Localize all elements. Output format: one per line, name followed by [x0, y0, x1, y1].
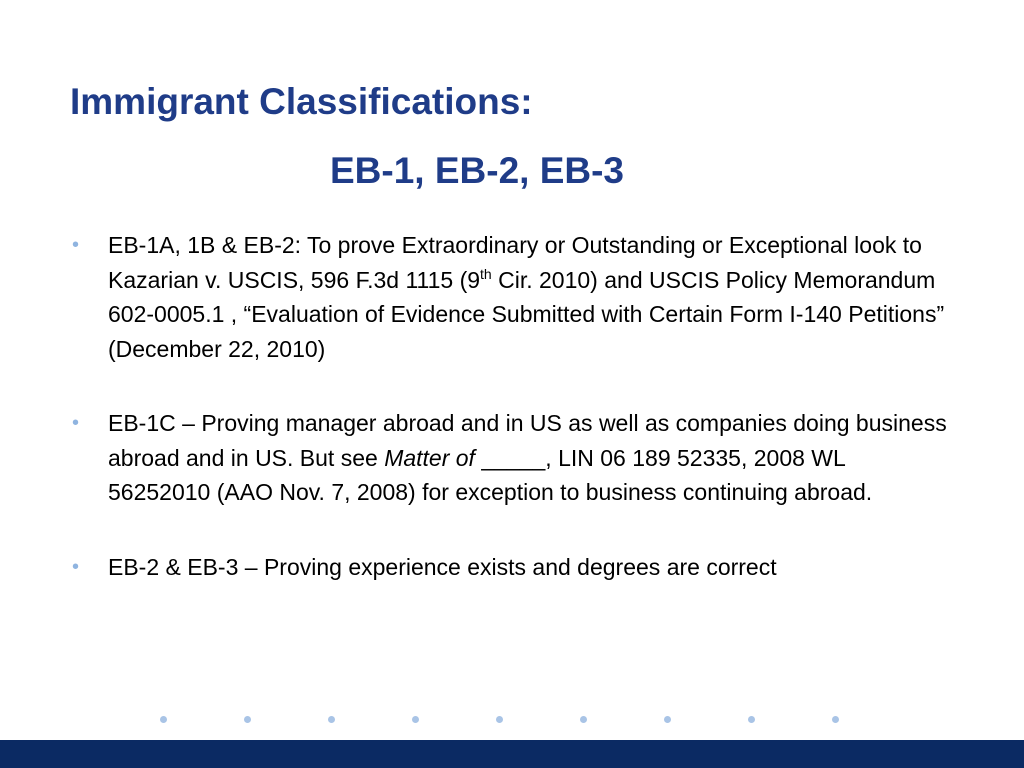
bullet-text: _____, LIN 06 189 52335, 2008 WL 56252010 (AAO Nov. 7, 2008) for exception to business continuing abroad. [108, 444, 873, 505]
bullet-text: EB-2 & EB-3 – Proving experience exists and degrees are correct [108, 553, 777, 580]
decorative-dot-row [140, 712, 900, 728]
decorative-dot-icon [328, 716, 335, 723]
bullet-item [70, 550, 950, 585]
bullet-text: Cir. 2010) and USCIS Policy Memorandum 602-0005.1 , “Evaluation of Evidence Submitted with Certain Form I-140 Petitions” (December 22, 2010) [108, 266, 945, 362]
decorative-dot-icon [580, 716, 587, 723]
bullet-list [70, 228, 950, 584]
decorative-dot-icon [832, 716, 839, 723]
decorative-dot-icon [664, 716, 671, 723]
decorative-dot-icon [244, 716, 251, 723]
decorative-dot-icon [412, 716, 419, 723]
bullet-italic-text: Matter of [384, 444, 475, 471]
bullet-dot-icon: • [72, 555, 80, 578]
bullet-item [70, 406, 950, 510]
slide-title: Immigrant Classifications: [70, 81, 533, 122]
bullet-item [70, 228, 950, 366]
slide-subtitle: EB-1, EB-2, EB-3 [330, 150, 625, 191]
bullet-dot-icon: • [72, 234, 80, 256]
decorative-dot-icon [748, 716, 755, 723]
bullet-text: EB-1C – Proving manager abroad and in US as well as companies doing business abroad and in US. But see [108, 410, 947, 471]
bullet-text: EB-1A, 1B & EB-2: To prove Extraordinary or Outstanding or Exceptional look to Kazarian v. USCIS, 596 F.3d 1115 (9 [108, 232, 922, 293]
bullet-dot-icon: • [72, 412, 80, 434]
decorative-dot-icon [160, 716, 167, 723]
bullet-superscript: th [480, 265, 492, 282]
footer-bar [0, 740, 1024, 768]
decorative-dot-icon [496, 716, 503, 723]
